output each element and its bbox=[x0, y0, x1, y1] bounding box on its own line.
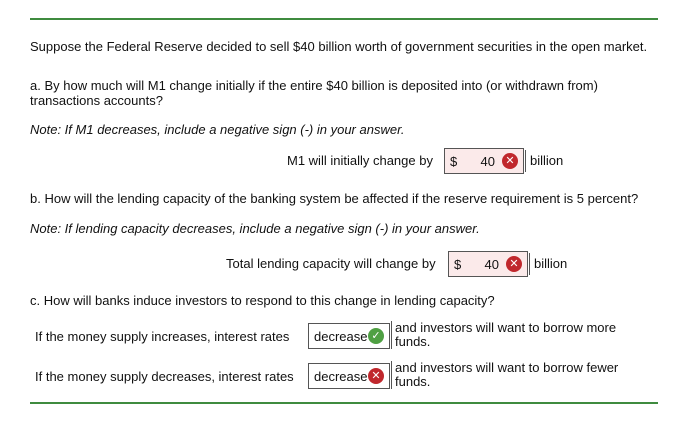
currency-symbol: $ bbox=[454, 257, 462, 272]
part-c-question: c. How will banks induce investors to respond to this change in lending capacity? bbox=[30, 293, 495, 308]
part-b-note: Note: If lending capacity decreases, include a negative sign (-) in your answer. bbox=[30, 221, 480, 236]
row1-selected-value: decrease bbox=[314, 329, 368, 344]
row2-interest-rate-select[interactable] bbox=[308, 363, 390, 389]
row1-after-text: and investors will want to borrow more funds. bbox=[391, 321, 635, 349]
lending-unit-label: billion bbox=[529, 253, 567, 275]
row1-interest-rate-select[interactable] bbox=[308, 323, 390, 349]
row2-selected-value: decrease bbox=[314, 369, 368, 384]
row1-label: If the money supply increases, interest rates bbox=[35, 329, 290, 344]
lending-change-value: 40 bbox=[484, 257, 499, 272]
m1-change-input[interactable] bbox=[444, 148, 524, 174]
part-a-note: Note: If M1 decreases, include a negative sign (-) in your answer. bbox=[30, 122, 405, 137]
lending-change-input[interactable] bbox=[448, 251, 528, 277]
lending-change-label: Total lending capacity will change by bbox=[226, 256, 436, 271]
part-a-question-line2: transactions accounts? bbox=[30, 93, 163, 108]
top-divider bbox=[30, 18, 658, 20]
check-icon: ✓ bbox=[368, 328, 384, 344]
bottom-divider bbox=[30, 402, 658, 404]
intro-text: Suppose the Federal Reserve decided to sell $40 billion worth of government securities in the open market. bbox=[30, 39, 648, 54]
x-icon: ✕ bbox=[368, 368, 384, 384]
part-a-question-line1: a. By how much will M1 change initially if the entire $40 billion is deposited into (or withdrawn from) bbox=[30, 78, 598, 93]
x-icon: ✕ bbox=[502, 153, 518, 169]
row2-after-text: and investors will want to borrow fewer funds. bbox=[391, 361, 635, 389]
m1-change-value: 40 bbox=[480, 154, 495, 169]
currency-symbol: $ bbox=[450, 154, 458, 169]
m1-unit-label: billion bbox=[525, 150, 563, 172]
m1-change-label: M1 will initially change by bbox=[287, 153, 433, 168]
row2-label: If the money supply decreases, interest rates bbox=[35, 369, 294, 384]
x-icon: ✕ bbox=[506, 256, 522, 272]
part-b-question: b. How will the lending capacity of the banking system be affected if the reserve requirement is 5 percent? bbox=[30, 191, 639, 206]
